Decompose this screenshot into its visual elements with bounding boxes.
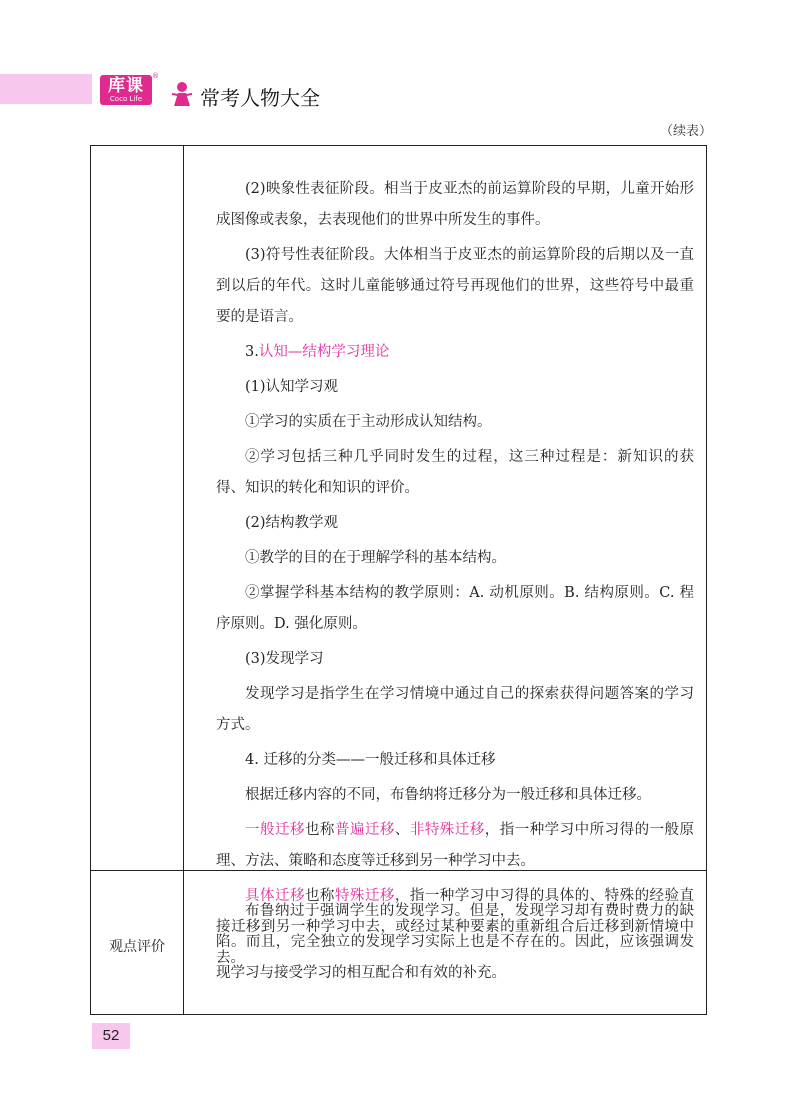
paragraph: ②掌握学科基本结构的教学原则：A. 动机原则。B. 结构原则。C. 程序原则。D. 强化原则。 bbox=[216, 585, 694, 632]
registered-mark: ® bbox=[152, 72, 159, 80]
continued-label: （续表） bbox=[660, 124, 713, 139]
review-text: 布鲁纳过于强调学生的发现学习。但是，发现学习却有费时费力的缺陷。而且，完全独立的发现学习实际上也是不存在的。因此，应该强调发现学习与接受学习的相互配合和有效的补充。 bbox=[216, 903, 694, 981]
content-table bbox=[90, 145, 707, 1015]
text-run: 、 bbox=[394, 822, 410, 838]
paragraph: (2)映象性表征阶段。相当于皮亚杰的前运算阶段的早期，儿童开始形成图像或表象，去表现他们的世界中所发生的事件。 bbox=[216, 181, 694, 228]
brand-logo bbox=[100, 75, 152, 105]
logo-subtext: Coco Life bbox=[109, 95, 143, 103]
paragraph: ①学习的实质在于主动形成认知结构。 bbox=[245, 414, 492, 430]
highlight-term: 普遍迁移 bbox=[334, 822, 395, 838]
text-run: 也称 bbox=[304, 888, 335, 904]
section-number: 3. bbox=[245, 344, 259, 360]
page-number: 52 bbox=[92, 1023, 130, 1049]
logo-text: 库课 bbox=[108, 76, 144, 96]
paragraph: (3)符号性表征阶段。大体相当于皮亚杰的前运算阶段的后期以及一直到以后的年代。这时儿童能够通过符号再现他们的世界，这些符号中最重要的是语言。 bbox=[216, 247, 694, 325]
highlight-term: 特殊迁移 bbox=[334, 888, 395, 904]
highlight-term: 一般迁移 bbox=[245, 822, 305, 838]
paragraph: ②学习包括三种几乎同时发生的过程，这三种过程是：新知识的获得、知识的转化和知识的评价。 bbox=[216, 449, 694, 496]
highlight-term: 具体迁移 bbox=[245, 888, 305, 904]
paragraph: ①教学的目的在于理解学科的基本结构。 bbox=[245, 550, 506, 566]
review-label: 观点评价 bbox=[109, 939, 165, 955]
paragraph bbox=[216, 815, 694, 877]
text-run: ，指一种学习中习得的具体的、特殊的经验直接迁移到另一种学习中去，或经过某种要素的重新组合后迁移到新情境中去。 bbox=[216, 888, 695, 966]
highlight-term: 非特殊迁移 bbox=[409, 822, 485, 838]
text-run: 也称 bbox=[304, 822, 335, 838]
mascot-icon bbox=[170, 80, 194, 106]
subheading: (1)认知学习观 bbox=[245, 379, 339, 395]
section-heading: 4. 迁移的分类——一般迁移和具体迁移 bbox=[245, 752, 496, 768]
book-title: 常考人物大全 bbox=[200, 86, 320, 110]
text-run: ，指一种学习中所习得的一般原理、方法、策略和态度等迁移到另一种学习中去。 bbox=[216, 822, 695, 869]
highlight-term: 认知—结构学习理论 bbox=[258, 344, 390, 360]
paragraph: 发现学习是指学生在学习情境中通过自己的探索获得问题答案的学习方式。 bbox=[216, 686, 694, 733]
header-band bbox=[0, 74, 92, 104]
subheading: (2)结构教学观 bbox=[245, 515, 339, 531]
theory-content bbox=[216, 174, 694, 978]
review-content bbox=[216, 896, 694, 989]
subheading: (3)发现学习 bbox=[245, 651, 324, 667]
section-heading bbox=[216, 337, 694, 368]
column-divider bbox=[183, 146, 184, 1014]
paragraph: 根据迁移内容的不同，布鲁纳将迁移分为一般迁移和具体迁移。 bbox=[245, 787, 651, 803]
